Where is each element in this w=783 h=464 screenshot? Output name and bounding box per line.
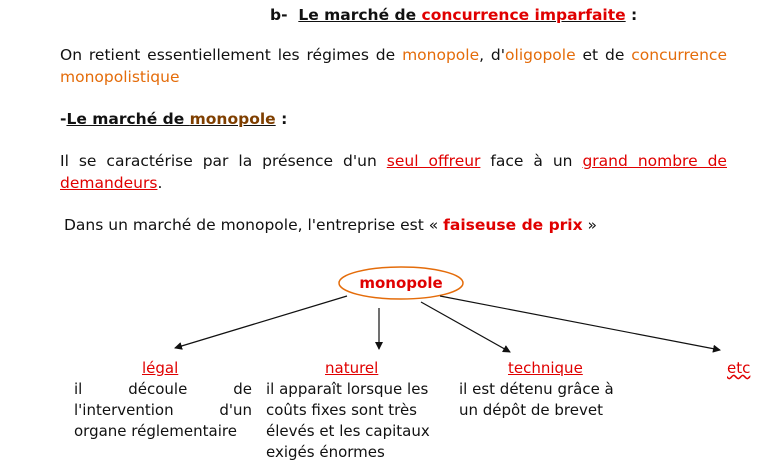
subheading-text: Le marché de — [66, 110, 190, 128]
subheading-suffix: : — [275, 110, 288, 128]
description-legal — [74, 379, 252, 442]
arrow-legal — [175, 296, 347, 348]
naturel-line-2: coûts fixes sont très — [266, 401, 417, 419]
term-concurrence: concurrence — [631, 46, 727, 64]
branch-label-technique: technique — [508, 359, 583, 377]
subheading-highlight: monopole — [189, 110, 276, 128]
intro-text-2: , d' — [479, 46, 506, 64]
heading-highlight: concurrence imparfaite — [421, 6, 626, 24]
intro-text-1: On retient essentiellement les régimes de — [60, 46, 403, 64]
legal-line-3: organe réglementaire — [74, 422, 237, 440]
legal-line-2: l'intervention d'un — [74, 401, 252, 419]
description-technique — [459, 379, 639, 421]
heading-suffix: : — [625, 6, 638, 24]
heading-text: Le marché de — [298, 6, 422, 24]
arrow-etc — [440, 296, 720, 350]
naturel-line-4: exigés énormes — [266, 443, 385, 461]
branch-label-naturel: naturel — [325, 359, 379, 377]
char-text-1: Il se caractérise par la présence d'un — [60, 152, 387, 170]
term-monopole: monopole — [402, 46, 480, 64]
description-naturel — [266, 379, 442, 463]
price-maker-text-2: » — [582, 216, 598, 234]
technique-line-2: un dépôt de brevet — [459, 401, 603, 419]
technique-line-1: il est détenu grâce à — [459, 380, 614, 398]
branch-label-etc: etc — [727, 359, 751, 377]
subheading-dash: - — [60, 110, 67, 128]
center-label: monopole — [359, 274, 443, 292]
term-monopolistique: monopolistique — [60, 68, 180, 86]
term-oligopole: oligopole — [505, 46, 576, 64]
naturel-line-3: élevés et les capitaux — [266, 422, 430, 440]
branch-label-legal: légal — [142, 359, 179, 377]
legal-line-1: il découle de — [74, 380, 252, 398]
naturel-line-1: il apparaît lorsque les — [266, 380, 429, 398]
term-faiseuse-de-prix: faiseuse de prix — [443, 216, 583, 234]
char-text-2: face à un — [480, 152, 583, 170]
arrow-technique — [421, 302, 510, 352]
term-grand-nombre: grand nombre de — [582, 152, 727, 170]
term-seul-offreur: seul offreur — [386, 152, 481, 170]
price-maker-text-1: Dans un marché de monopole, l'entreprise est « — [64, 216, 444, 234]
heading-prefix: b- — [270, 6, 288, 24]
term-demandeurs: demandeurs — [60, 174, 158, 192]
char-period: . — [157, 174, 163, 192]
intro-text-3: et de — [575, 46, 632, 64]
